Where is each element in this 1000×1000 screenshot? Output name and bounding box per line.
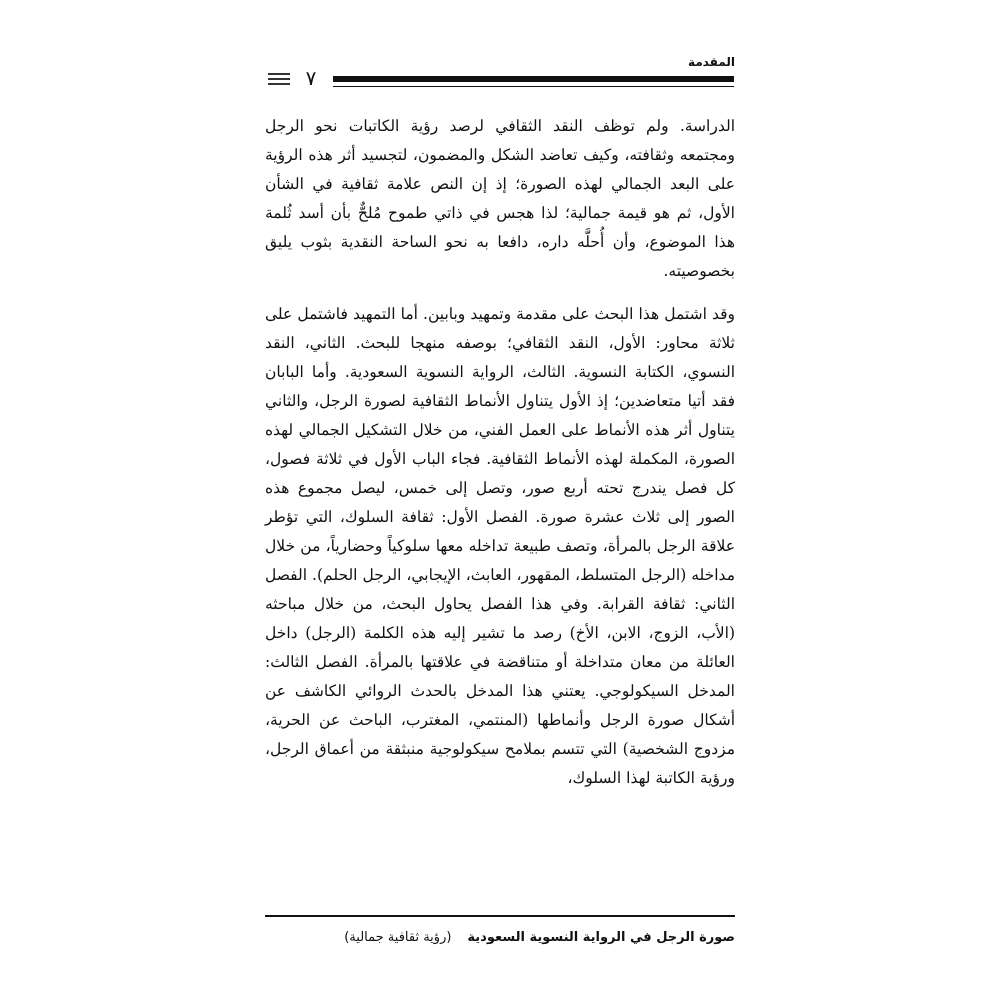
footer xyxy=(344,930,735,945)
page-number: ٧ xyxy=(305,66,317,90)
body-text xyxy=(265,112,735,793)
footer-book-title: صورة الرجل في الرواية النسوية السعودية xyxy=(467,930,735,945)
paragraph-1: الدراسة. ولم توظف النقد الثقافي لرصد رؤية الكاتبات نحو الرجل ومجتمعه وثقافته، وكيف تعاضد الشكل والمضمون، لتجسيد أثر هذه الرؤية على البعد الجمالي لهذه الصورة؛ إذ إن النص علامة ثقافية في الشأن الأول، ثم هو قيمة جمالية؛ لذا هجس في ذاتي طموح مُلحٌّ بأن أسد ثُلمة هذا الموضوع، وأن أُحلَّه داره، دافعا به نحو الساحة النقدية بثوب يليق بخصوصيته. xyxy=(265,117,735,280)
paragraph-2: وقد اشتمل هذا البحث على مقدمة وتمهيد وبابين. أما التمهيد فاشتمل على ثلاثة محاور: الأول، النقد الثقافي؛ بوصفه منهجا للبحث. الثاني، النقد النسوي، الكتابة النسوية. الثالث، الرواية النسوية السعودية. وأما البابان فقد أتيا متعاضدين؛ إذ الأول يتناول الأنماط الثقافية لصورة الرجل، والثاني يتناول أثر هذه الأنماط على العمل الفني، من خلال التشكيل الجمالي لهذه الصورة، المكملة لهذه الأنماط الثقافية. فجاء الباب الأول في ثلاثة فصول، كل فصل يندرج تحته أربع صور، وتصل إلى خمس، ليصل مجموع هذه الصور إلى ثلاث عشرة صورة. الفصل الأول: ثقافة السلوك، التي تؤطر علاقة الرجل بالمرأة، وتصف طبيعة تداخله معها سلوكياً وحضارياً، من خلال مداخله (الرجل المتسلط، المقهور، العابث، الإيجابي، الرجل الحلم). الفصل الثاني: ثقافة القرابة. وفي هذا الفصل يحاول البحث، من خلال مباحثه (الأب، الزوج، الابن، الأخ) رصد ما تشير إليه هذه الكلمة (الرجل) داخل العائلة من معان متداخلة أو متناقضة في علاقتها بالمرأة. الفصل الثالث: المدخل السيكولوجي. يعتني هذا المدخل بالحدث الروائي الكاشف عن أشكال صورة الرجل وأنماطها (المنتمي، المغترب، الباحث عن الحرية، مزدوج الشخصية) التي تتسم بملامح سيكولوجية منبثقة من أعماق الرجل، ورؤية الكاتبة لهذا السلوك، xyxy=(265,305,735,787)
footer-rule xyxy=(265,915,735,917)
header-rule-stub xyxy=(268,73,290,75)
header-rule-thick xyxy=(333,76,734,82)
header-rule-stub xyxy=(268,78,290,80)
footer-subtitle: (رؤية ثقافية جمالية) xyxy=(344,930,452,945)
header-rule-thin xyxy=(333,86,734,87)
header-rule-stub xyxy=(268,83,290,85)
running-head-title: المقدمة xyxy=(688,55,735,69)
